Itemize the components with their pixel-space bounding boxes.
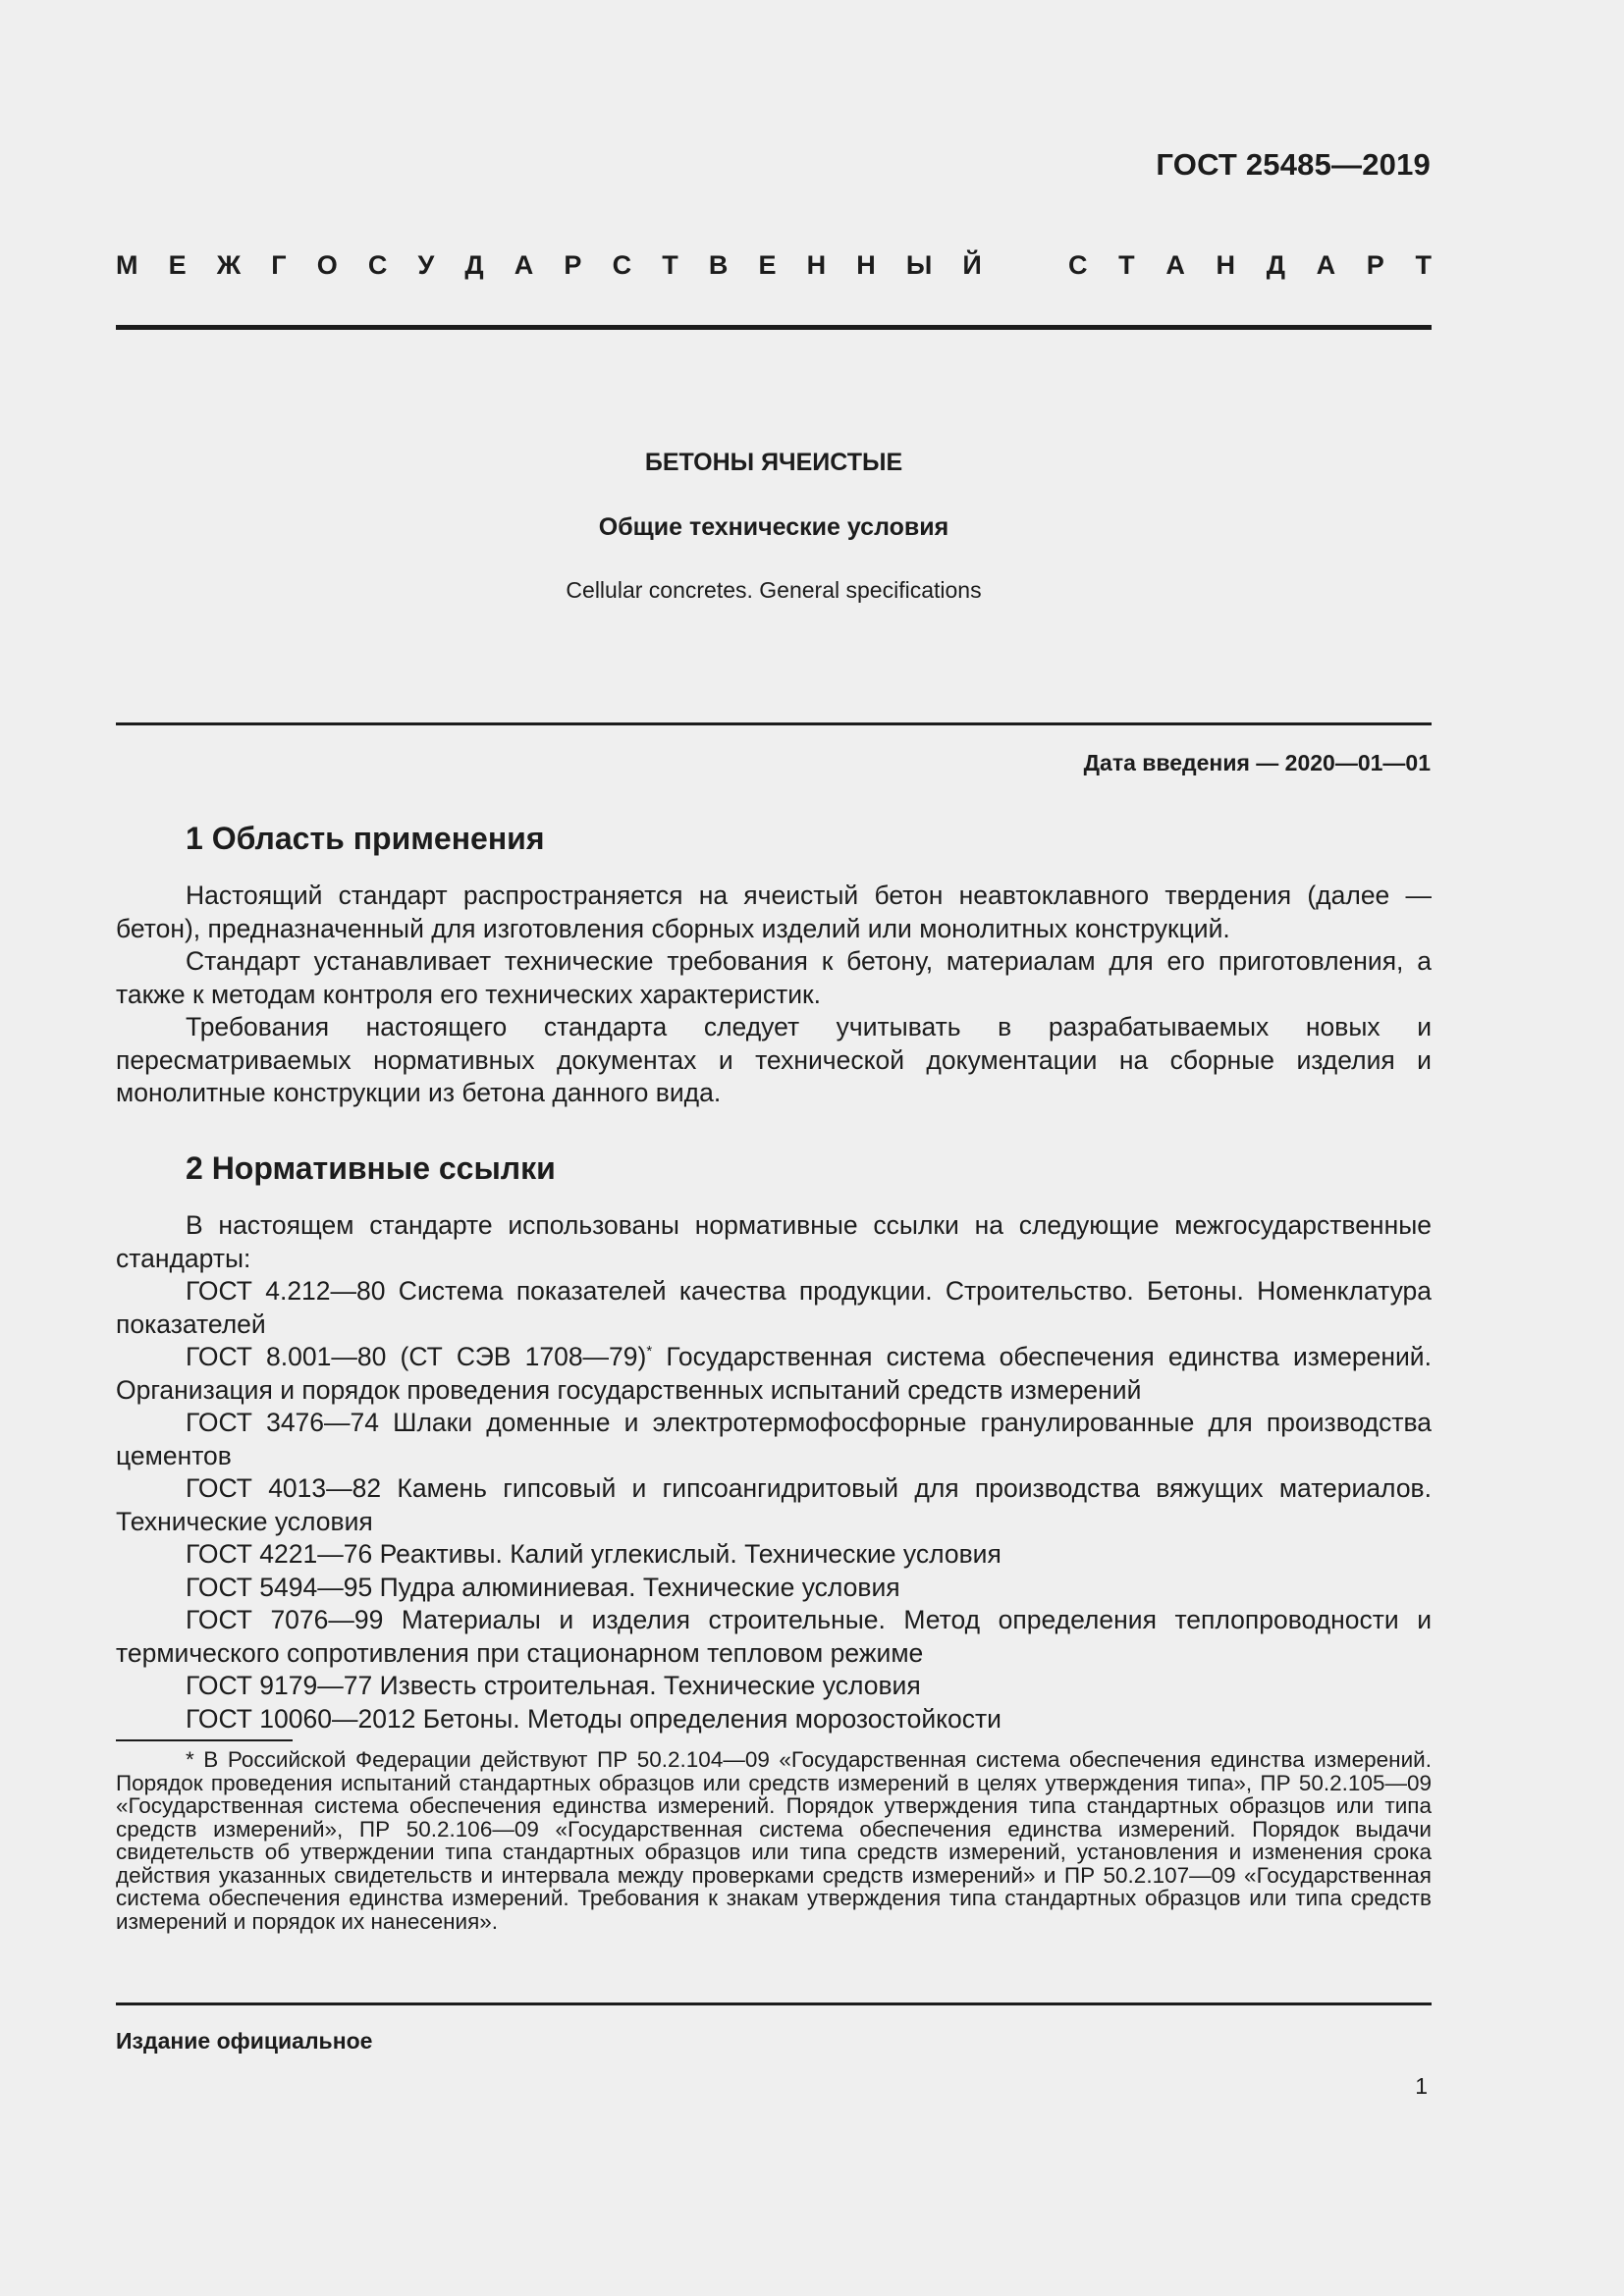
banner-letter: Р	[1366, 250, 1384, 280]
banner-letter: Т	[1118, 250, 1135, 280]
banner-letter: М	[116, 250, 138, 280]
banner-letter: Т	[662, 250, 678, 280]
reference-item: ГОСТ 4013—82 Камень гипсовый и гипсоангидритовый для производства вяжущих материалов. Технические условия	[116, 1473, 1432, 1536]
footer-divider	[116, 2002, 1432, 2005]
banner-letter: Е	[168, 250, 187, 280]
banner-letter: У	[417, 250, 435, 280]
section-1-heading: 1 Область применения	[186, 821, 545, 856]
banner-letter: Е	[758, 250, 777, 280]
banner-letter: А	[1165, 250, 1185, 280]
reference-item: ГОСТ 5494—95 Пудра алюминиевая. Технические условия	[186, 1572, 900, 1602]
section-1-paragraph: Стандарт устанавливает технические требования к бетону, материалам для его приготовления, а также к методам контроля его технических характеристик.	[116, 946, 1432, 1009]
banner-letter: Г	[271, 250, 287, 280]
banner-letter: А	[514, 250, 534, 280]
page-number: 1	[1415, 2073, 1428, 2099]
section-2-heading: 2 Нормативные ссылки	[186, 1150, 556, 1186]
reference-item: ГОСТ 3476—74 Шлаки доменные и электротермофосфорные гранулированные для производства цементов	[116, 1408, 1432, 1470]
banner-word-standard	[1068, 250, 1432, 281]
banner-letter: О	[316, 250, 338, 280]
banner-letter: Т	[1415, 250, 1432, 280]
introduction-date: Дата введения — 2020—01—01	[1083, 750, 1431, 775]
section-1-paragraph: Требования настоящего стандарта следует учитывать в разрабатываемых новых и пересматриваемых нормативных документах и технической документации на сборные изделия и монолитные конструкции из бетона данного вида.	[116, 1012, 1432, 1107]
reference-item: ГОСТ 10060—2012 Бетоны. Методы определения морозостойкости	[186, 1703, 1001, 1734]
banner-letter: Й	[962, 250, 982, 280]
section-2-body	[116, 1209, 1432, 1735]
footnote-marker: *	[646, 1343, 653, 1361]
banner-letter: Д	[464, 250, 484, 280]
banner-letter: Д	[1266, 250, 1285, 280]
banner-letter: С	[1068, 250, 1088, 280]
banner-letter: Ы	[905, 250, 933, 280]
banner-letter: С	[612, 250, 632, 280]
banner-letter: А	[1316, 250, 1336, 280]
standard-type-banner	[116, 250, 1432, 281]
reference-item: ГОСТ 4221—76 Реактивы. Калий углекислый. Технические условия	[186, 1539, 1001, 1569]
document-title-english: Cellular concretes. General specifications	[566, 577, 982, 603]
footnote	[116, 1748, 1432, 1933]
banner-letter: С	[367, 250, 388, 280]
banner-word-interstate	[116, 250, 982, 281]
reference-code: ГОСТ 8.001—80 (СТ СЭВ 1708—79)	[186, 1342, 647, 1371]
edition-label: Издание официальное	[116, 2028, 373, 2054]
reference-item: ГОСТ 7076—99 Материалы и изделия строительные. Метод определения теплопроводности и термического сопротивления при стационарном тепловом режиме	[116, 1605, 1432, 1668]
document-subtitle: Общие технические условия	[598, 513, 949, 541]
reference-title: Государственная система обеспечения единства измерений. Организация и порядок проведения государственных испытаний средств измерений	[116, 1342, 1432, 1405]
banner-letter: В	[708, 250, 729, 280]
document-title: БЕТОНЫ ЯЧЕИСТЫЕ	[644, 449, 903, 476]
banner-letter: Н	[806, 250, 827, 280]
section-1-body	[116, 880, 1432, 1110]
footnote-divider	[116, 1739, 293, 1741]
banner-letter: Ж	[216, 250, 242, 280]
banner-letter: Н	[1216, 250, 1236, 280]
reference-item: ГОСТ 4.212—80 Система показателей качества продукции. Строительство. Бетоны. Номенклатура показателей	[116, 1276, 1432, 1339]
title-divider	[116, 722, 1432, 725]
section-1-paragraph: Настоящий стандарт распространяется на ячеистый бетон неавтоклавного твердения (далее — бетон), предназначенный для изготовления сборных изделий или монолитных конструкций.	[116, 881, 1432, 943]
header-divider	[116, 325, 1432, 330]
section-2-intro: В настоящем стандарте использованы нормативные ссылки на следующие межгосударственные стандарты:	[116, 1210, 1432, 1273]
document-number: ГОСТ 25485—2019	[1156, 147, 1431, 182]
banner-letter: Р	[564, 250, 582, 280]
reference-item: ГОСТ 9179—77 Известь строительная. Технические условия	[186, 1671, 921, 1700]
reference-item	[116, 1341, 1432, 1407]
footnote-text: * В Российской Федерации действуют ПР 50.2.104—09 «Государственная система обеспечения единства измерений. Порядок проведения испытаний стандартных образцов или средств измерений в целях утверждения типа», ПР 50.2.105—09 «Государственная система обеспечения единства измерений. Порядок утверждения типа стандартных образцов или типа средств измерений», ПР 50.2.106—09 «Государственная система обеспечения единства измерений. Порядок выдачи свидетельств об утверждении типа стандартных образцов или типа средств измерений, установления и изменения срока действия указанных свидетельств и интервала между проверками средств измерений» и ПР 50.2.107—09 «Государственная система обеспечения единства измерений. Требования к знакам утверждения типа стандартных образцов или типа средств измерений и порядок их нанесения».	[116, 1747, 1432, 1934]
banner-letter: Н	[856, 250, 876, 280]
